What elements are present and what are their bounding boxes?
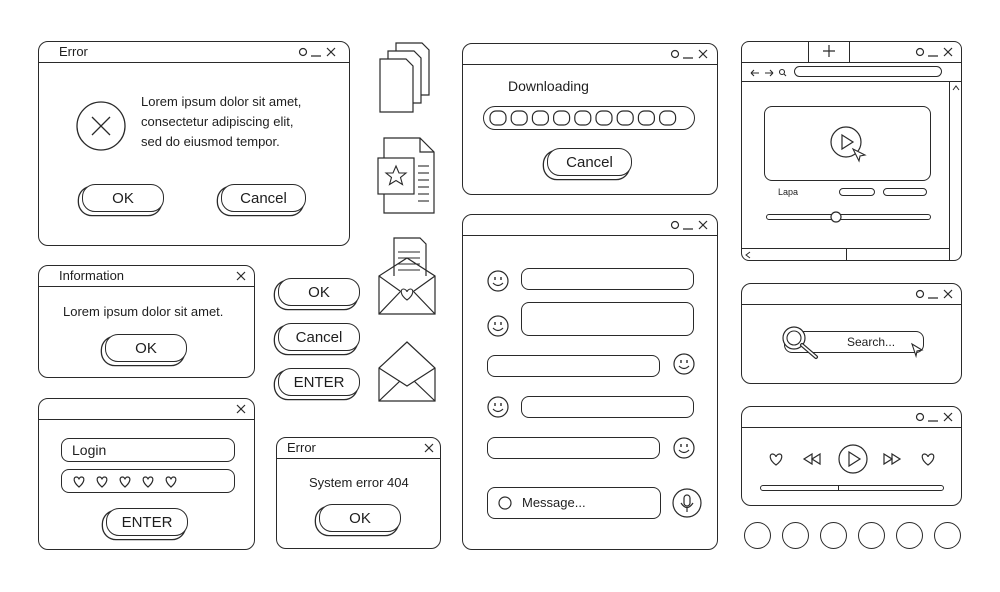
plus-icon [822,44,836,58]
progress-segment [638,111,654,125]
chat-bubble-outgoing [487,355,660,377]
smiley-icon [673,353,695,375]
new-tab-button[interactable] [808,41,850,62]
circle-button[interactable] [896,522,923,549]
window-controls-icon[interactable] [914,411,962,423]
video-pill [839,188,875,196]
music-progress-fill [761,486,839,490]
heart-icon[interactable] [768,452,784,466]
progress-segment [532,111,548,125]
enter-button[interactable]: ENTER [106,508,188,536]
chat-window-titlebar [463,215,717,236]
music-player-window [741,406,962,506]
horizontal-scrollbar[interactable] [742,248,949,260]
password-hearts-icon [72,475,187,489]
scroll-left-icon[interactable] [745,251,751,259]
video-area[interactable] [764,106,931,181]
circle-button[interactable] [782,522,809,549]
window-controls-icon[interactable] [914,46,962,58]
envelope-icon [376,338,438,404]
ok-button[interactable]: OK [319,504,401,532]
login-field[interactable] [61,438,235,462]
chat-bubble-outgoing [487,437,660,459]
seek-handle[interactable] [830,211,842,223]
window-controls-icon[interactable] [669,219,718,231]
downloading-label: Downloading [508,78,589,94]
system-error-message: System error 404 [309,475,409,490]
error-dialog [38,41,350,246]
rewind-icon[interactable] [802,452,822,466]
scroll-up-icon[interactable] [952,85,960,91]
cancel-button[interactable]: Cancel [547,148,632,176]
message-placeholder: Message... [522,495,586,510]
login-dialog [38,398,255,550]
error-message-line-3: sed do eiusmod tempor. [141,134,280,149]
enter-button-standalone[interactable]: ENTER [278,368,360,396]
error-dialog-title: Error [59,44,88,59]
bottom-circle-row [744,522,964,552]
chat-bubble-incoming [521,302,694,336]
system-error-titlebar [277,438,440,459]
search-window-titlebar [742,284,961,305]
close-icon[interactable] [235,403,247,415]
music-player-titlebar [742,407,961,428]
progress-segment [575,111,591,125]
ok-button-standalone[interactable]: OK [278,278,360,306]
message-input[interactable] [487,487,661,519]
download-dialog-titlebar [463,44,717,65]
window-controls-icon[interactable] [914,288,962,300]
system-error-title: Error [287,440,316,455]
play-icon[interactable] [837,443,869,475]
smiley-icon [673,437,695,459]
system-error-dialog [276,437,441,549]
password-field[interactable] [61,469,235,493]
microphone-icon[interactable] [671,487,703,519]
browser-tab-bar [742,42,961,63]
ok-button[interactable]: OK [82,184,164,212]
search-window [741,283,962,384]
music-progress-bar[interactable] [760,485,944,491]
play-icon[interactable] [829,125,869,165]
smiley-icon [487,270,509,292]
information-message: Lorem ipsum dolor sit amet. [63,304,224,319]
login-dialog-titlebar [39,399,254,420]
file-stack-icon [376,40,436,120]
progress-segment [490,111,506,125]
error-message-line-2: consectetur adipiscing elit, [141,114,294,129]
browser-nav-icons[interactable] [750,68,798,78]
search-text: Search... [847,335,896,349]
video-pill [883,188,927,196]
chat-bubble-incoming [521,396,694,418]
circle-button[interactable] [820,522,847,549]
circle-button[interactable] [934,522,961,549]
address-bar[interactable] [794,66,942,77]
progress-segment [511,111,527,125]
progress-segment [554,111,570,125]
progress-segment [596,111,612,125]
circle-button[interactable] [744,522,771,549]
cursor-icon [910,342,924,358]
chat-bubble-incoming [521,268,694,290]
smiley-icon [487,396,509,418]
window-controls-icon[interactable] [297,46,347,58]
window-controls-icon[interactable] [669,48,718,60]
love-letter-icon [376,236,438,318]
error-x-icon [75,100,127,152]
star-document-icon [376,136,438,216]
fast-forward-icon[interactable] [882,452,902,466]
download-progress-bar [483,106,695,130]
progress-segment [660,111,676,125]
smiley-icon [487,315,509,337]
error-message-line-1: Lorem ipsum dolor sit amet, [141,94,302,109]
heart-icon[interactable] [920,452,936,466]
information-dialog-titlebar [39,266,254,287]
circle-button[interactable] [858,522,885,549]
progress-segments [488,110,688,126]
close-icon[interactable] [423,442,435,454]
information-dialog [38,265,255,378]
ok-button[interactable]: OK [105,334,187,362]
download-dialog [462,43,718,195]
search-icon[interactable] [780,324,822,360]
video-player-window [741,41,962,261]
cancel-button[interactable]: Cancel [221,184,306,212]
chat-window [462,214,718,550]
information-dialog-title: Information [59,268,125,283]
video-caption: Lapa [778,187,799,197]
browser-address-row [742,62,961,82]
video-seek-bar[interactable] [766,214,931,220]
progress-segment [617,111,633,125]
vertical-scrollbar[interactable] [949,82,961,260]
emoji-circle-icon[interactable] [498,496,512,510]
cancel-button-standalone[interactable]: Cancel [278,323,360,351]
error-dialog-titlebar [39,42,349,63]
close-icon[interactable] [235,270,247,282]
login-field-value: Login [72,442,107,458]
